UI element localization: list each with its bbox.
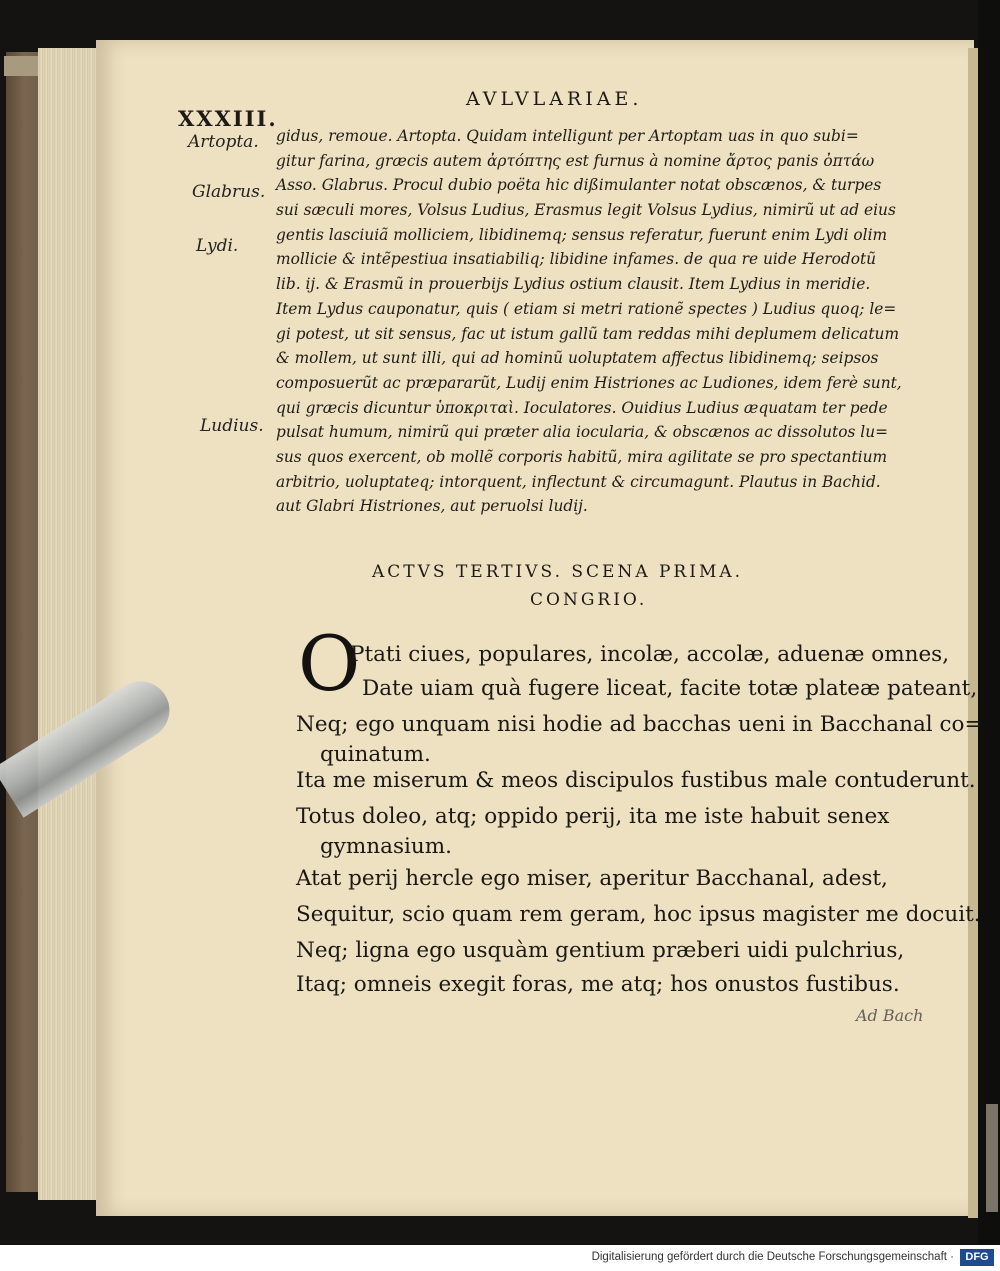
commentary-line: sui sæculi mores, Volsus Ludius, Erasmus legit Volsus Lydius, nimirũ ut ad eius	[276, 201, 896, 220]
verse-line: Date uiam quà fugere liceat, facite totæ plateæ pateant,	[362, 676, 978, 701]
scan-border	[978, 0, 1000, 1245]
verse-line: Ita me miserum & meos discipulos fustibus male contuderunt.	[296, 768, 976, 793]
verse-line: Ptati ciues, populares, incolæ, accolæ, aduenæ omnes,	[350, 642, 950, 667]
verse-line: Neq; ligna ego usquàm gentium præberi uidi pulchrius,	[296, 938, 905, 963]
verse-line: Atat perij hercle ego miser, aperitur Bacchanal, adest,	[296, 866, 888, 891]
commentary-line: Item Lydus cauponatur, quis ( etiam si metri rationẽ spectes ) Ludius quoq; le=	[276, 299, 897, 318]
commentary-line: gidus, remoue. Artopta. Quidam intelligunt per Artoptam uas in quo subi=	[276, 127, 859, 145]
commentary-line: sus quos exercent, ob mollẽ corporis habitũ, mira agilitate se pro spectantium	[276, 447, 888, 466]
folio-number: XXXIII.	[178, 106, 278, 131]
funding-credit: Digitalisierung gefördert durch die Deutsche Forschungsgemeinschaft ·	[591, 1251, 954, 1263]
verse-line: Totus doleo, atq; oppido perij, ita me iste habuit senex	[296, 804, 890, 829]
footer-bar	[0, 1245, 1000, 1271]
commentary-line: composuerũt ac præpararũt, Ludij enim Histriones ac Ludiones, idem ferè sunt,	[276, 373, 902, 392]
speaker-name: CONGRIO.	[530, 590, 648, 610]
commentary-line: mollicie & intẽpestiua insatiabiliq; libidine infames. de qua re uide Herodotũ	[276, 250, 877, 269]
catchword: Ad Bach	[856, 1006, 924, 1025]
verse-line: gymnasium.	[320, 834, 452, 859]
commentary-line: aut Glabri Histriones, aut peruolsi ludij.	[276, 497, 588, 516]
commentary-line: Asso. Glabrus. Procul dubio poëta hic dißimulanter notat obscænos, & turpes	[276, 176, 882, 195]
commentary-line: gi potest, ut sit sensus, fac ut istum gallũ tam reddas mihi deplumem delicatum	[276, 324, 900, 343]
commentary-line: gentis lasciuiã molliciem, libidinemq; sensus referatur, fuerunt enim Lydi olim	[276, 225, 888, 244]
verse-line: Itaq; omneis exegit foras, me atq; hos onustos fustibus.	[296, 972, 900, 997]
scene-heading: ACTVS TERTIVS. SCENA PRIMA.	[372, 562, 744, 582]
commentary-block	[276, 124, 916, 519]
marginal-note-artopta: Artopta.	[188, 132, 259, 152]
marginal-note-ludius: Ludius.	[200, 416, 264, 436]
page-tab	[986, 1104, 998, 1212]
commentary-line: pulsat humum, nimirũ qui præter alia iocularia, & obscænos ac dissolutos lu=	[276, 423, 888, 442]
commentary-line: gitur farina, græcis autem ἀρτόπτης est furnus à nomine ἄρτος panis ὀπτάω	[276, 151, 875, 170]
marginal-note-glabrus: Glabrus.	[192, 182, 266, 202]
marginal-note-lydi: Lydi.	[196, 236, 239, 256]
commentary-line: lib. ij. & Erasmũ in prouerbijs Lydius ostium clausit. Item Lydius in meridie.	[276, 275, 871, 294]
verse-line: Neq; ego unquam nisi hodie ad bacchas ueni in Bacchanal co=	[296, 712, 983, 737]
verse-line: Sequitur, scio quam rem geram, hoc ipsus magister me docuit.	[296, 902, 981, 927]
verse-line: quinatum.	[320, 742, 431, 767]
commentary-line: qui græcis dicuntur ὑποκριταὶ. Ioculatores. Ouidius Ludius æquatam ter pede	[276, 398, 888, 417]
commentary-line: & mollem, ut sunt illi, qui ad hominũ uoluptatem affectus libidinemq; seipsos	[276, 349, 879, 368]
commentary-line: arbitrio, uoluptateq; intorquent, inflectunt & circumagunt. Plautus in Bachid.	[276, 472, 881, 491]
running-title: AVLVLARIAE.	[466, 88, 643, 110]
dfg-logo[interactable]: DFG	[960, 1249, 994, 1266]
drop-capital: O	[298, 619, 361, 708]
